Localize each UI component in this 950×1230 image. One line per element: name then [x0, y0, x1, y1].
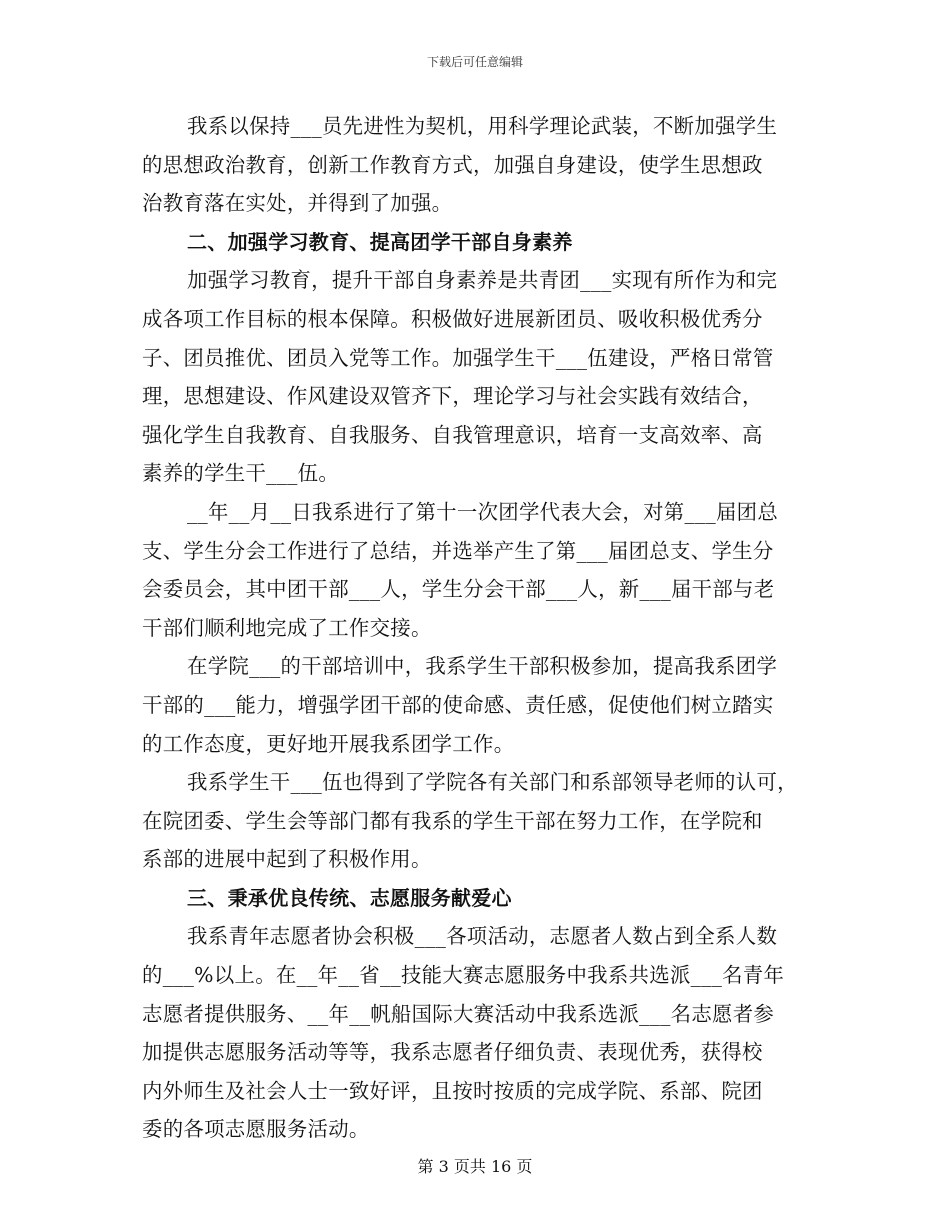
section-heading: 三、秉承优良传统、志愿服务献爱心 — [187, 885, 512, 910]
paragraph-line: __年__月__日我系进行了第十一次团学代表大会，对第___届团总 — [187, 499, 779, 524]
paragraph-line: 内外师生及社会人士一致好评，且按时按质的完成学院、系部、院团 — [142, 1078, 763, 1103]
paragraph-line: 我系学生干___伍也得到了学院各有关部门和系部领导老师的认可， — [187, 770, 798, 795]
paragraph-line: 我系青年志愿者协会积极___各项活动，志愿者人数占到全系人数 — [187, 924, 778, 949]
paragraph-line: 会委员会，其中团干部___人，学生分会干部___人，新___届干部与老 — [142, 577, 775, 602]
paragraph-line: 成各项工作目标的根本保障。积极做好进展新团员、吸收积极优秀分 — [142, 306, 763, 331]
paragraph-line: 治教育落在实处，并得到了加强。 — [142, 191, 453, 216]
document-body — [142, 107, 822, 1149]
paragraph-line: 支、学生分会工作进行了总结，并选举产生了第___届团总支、学生分 — [142, 538, 774, 563]
paragraph-line: 干部们顺利地完成了工作交接。 — [142, 615, 432, 640]
paragraph-line: 的___%以上。在__年__省__技能大赛志愿服务中我系共选派___名青年 — [142, 963, 785, 988]
paragraph-line: 子、团员推优、团员入党等工作。加强学生干___伍建设，严格日常管 — [142, 345, 774, 370]
paragraph-line: 素养的学生干___伍。 — [142, 461, 340, 486]
paragraph-line: 的工作态度，更好地开展我系团学工作。 — [142, 731, 515, 756]
paragraph-line: 的思想政治教育，创新工作教育方式，加强自身建设，使学生思想政 — [142, 152, 763, 177]
paragraph-line: 我系以保持___员先进性为契机，用科学理论武装，不断加强学生 — [187, 114, 778, 138]
page-header: 下载后可任意编辑 — [426, 55, 523, 69]
page-footer: 第 3 页共 16 页 — [417, 1157, 533, 1176]
paragraph-line: 在院团委、学生会等部门都有我系的学生干部在努力工作，在学院和 — [142, 808, 763, 833]
paragraph-line: 志愿者提供服务、__年__帆船国际大赛活动中我系选派___名志愿者参 — [142, 1001, 775, 1026]
paragraph-line: 系部的进展中起到了积极作用。 — [142, 847, 432, 872]
paragraph-line: 强化学生自我教育、自我服务、自我管理意识，培育一支高效率、高 — [142, 422, 763, 447]
paragraph-line: 委的各项志愿服务活动。 — [142, 1117, 370, 1142]
paragraph-line: 理，思想建设、作风建设双管齐下，理论学习与社会实践有效结合， — [142, 384, 763, 409]
paragraph-line: 干部的___能力，增强学团干部的使命感、责任感，促使他们树立踏实 — [142, 692, 774, 717]
paragraph-line: 加提供志愿服务活动等等，我系志愿者仔细负责、表现优秀，获得校 — [142, 1040, 763, 1065]
paragraph-line: 加强学习教育，提升干部自身素养是共青团___实现有所作为和完 — [187, 268, 778, 293]
section-heading: 二、加强学习教育、提高团学干部自身素养 — [187, 229, 573, 254]
paragraph-line: 在学院___的干部培训中，我系学生干部积极参加，提高我系团学 — [187, 654, 778, 679]
